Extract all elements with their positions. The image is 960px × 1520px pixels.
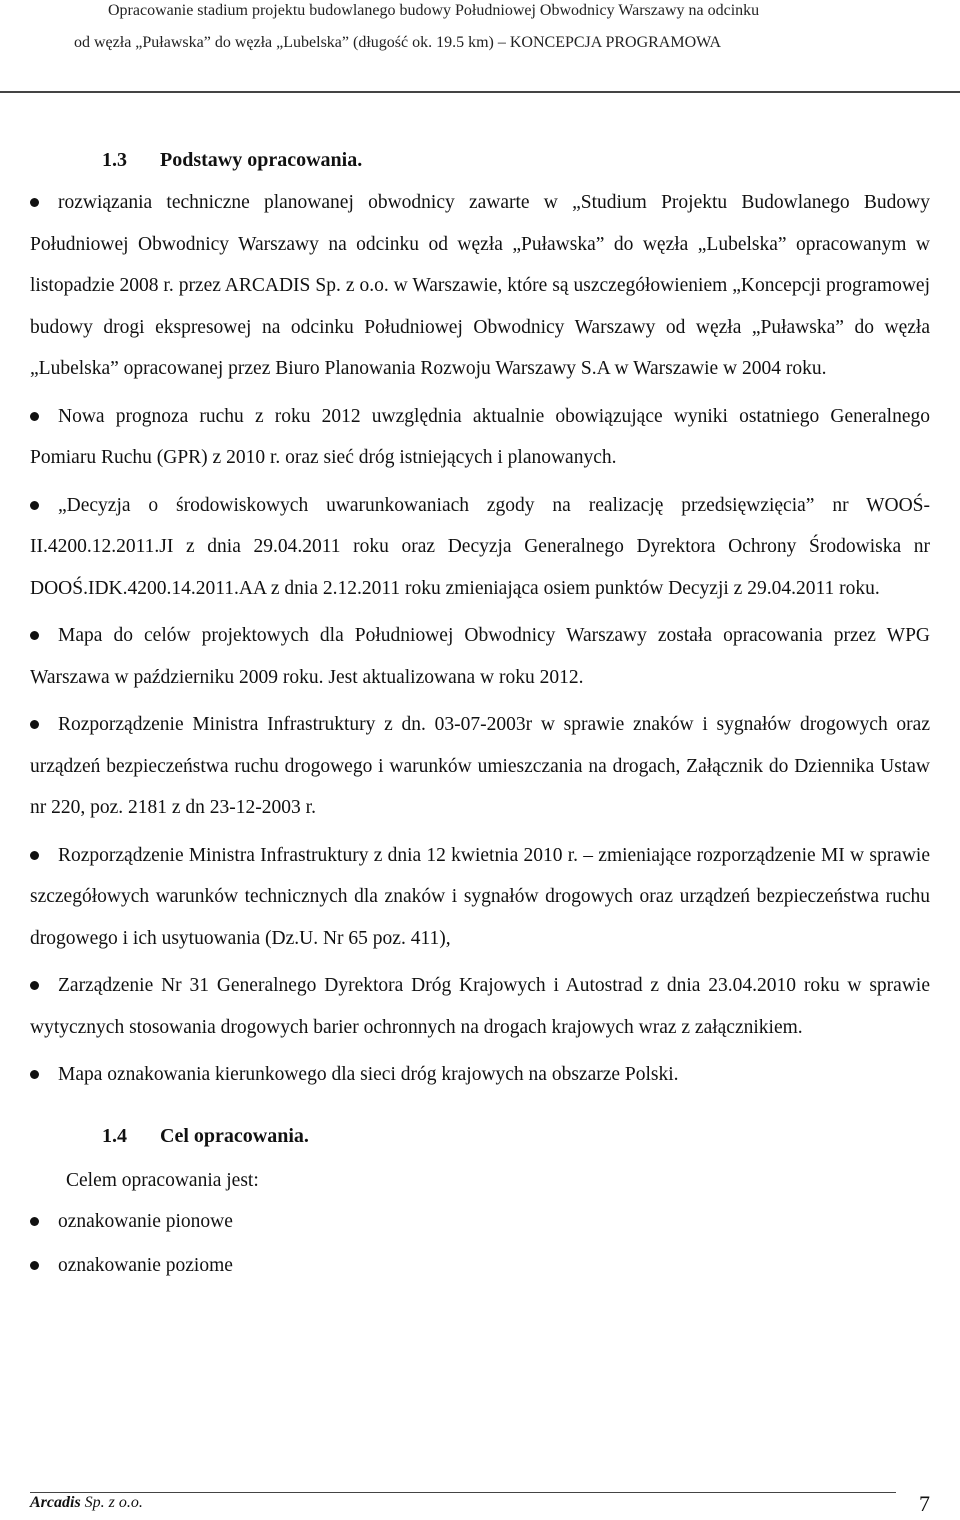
document-body <box>30 138 930 1288</box>
bullet-icon <box>30 981 39 990</box>
list-item-text: Nowa prognoza ruchu z roku 2012 uwzględnia aktualnie obowiązujące wyniki ostatniego Generalnego Pomiaru Ruchu (GPR) z 2010 r. oraz sieć dróg istniejących i planowanych. <box>30 405 930 468</box>
list-item <box>30 396 930 479</box>
header-title-line-2: od węzła „Puławska” do węzła „Lubelska” (długość ok. 19.5 km) – KONCEPCJA PROGRAMOWA <box>74 34 722 51</box>
bullet-icon <box>30 501 39 510</box>
bullet-icon <box>30 1070 39 1079</box>
footer-company <box>30 1494 143 1512</box>
list-item-text: oznakowanie poziome <box>58 1254 233 1276</box>
list-item <box>30 1245 930 1287</box>
bullet-icon <box>30 631 39 640</box>
page-footer <box>30 1480 930 1516</box>
list-item-text: Rozporządzenie Ministra Infrastruktury z dnia 12 kwietnia 2010 r. – zmieniające rozporządzenie MI w sprawie szczegółowych warunków technicznych dla znaków i sygnałów drogowych oraz urządzeń bezpieczeństwa ruchu drogowego i ich usytuowania (Dz.U. Nr 65 poz. 411), <box>30 844 930 949</box>
list-item-text: Mapa do celów projektowych dla Południowej Obwodnicy Warszawy została opracowania przez WPG Warszawa w październiku 2009 roku. Jest aktualizowana w roku 2012. <box>30 625 930 688</box>
list-item-text: Rozporządzenie Ministra Infrastruktury z dn. 03-07-2003r w sprawie znaków i sygnałów drogowych oraz urządzeń bezpieczeństwa ruchu drogowego i warunków umieszczania na drogach, Załącznik do Dziennika Ustaw nr 220, poz. 2181 z dn 23-12-2003 r. <box>30 714 930 818</box>
header-title-line-1: Opracowanie stadium projektu budowlanego budowy Południowej Obwodnicy Warszawy na odcinku <box>108 2 760 19</box>
list-item-text: Zarządzenie Nr 31 Generalnego Dyrektora Dróg Krajowych i Autostrad z dnia 23.04.2010 roku w sprawie wytycznych stosowania drogowych barier ochronnych na drogach krajowych wraz z załącznikiem. <box>30 975 930 1038</box>
basis-list <box>30 182 930 1096</box>
goal-list <box>30 1201 930 1286</box>
list-item <box>30 704 930 829</box>
list-item <box>30 835 930 960</box>
section-heading-1-3 <box>30 138 930 182</box>
bullet-icon <box>30 720 39 729</box>
company-name: Arcadis <box>30 1494 81 1511</box>
list-item <box>30 615 930 698</box>
footer-divider <box>30 1492 896 1493</box>
section-title: Cel opracowania. <box>160 1124 309 1147</box>
page-header <box>0 0 960 93</box>
bullet-icon <box>30 412 39 421</box>
list-item <box>30 1201 930 1243</box>
list-item-text: rozwiązania techniczne planowanej obwodnicy zawarte w „Studium Projektu Budowlanego Budowy Południowej Obwodnicy Warszawy na odcinku od węzła „Puławska” do węzła „Lubelska” opracowanym w listopadzie 2008 r. przez ARCADIS Sp. z o.o. w Warszawie, które są uszczegółowieniem „Koncepcji programowej budowy drogi ekspresowej na odcinku Południowej Obwodnicy Warszawy od węzła „Puławska” do węzła „Lubelska” opracowanej przez Biuro Planowania Rozwoju Warszawy S.A w Warszawie w 2004 roku. <box>30 192 930 379</box>
list-item <box>30 485 930 610</box>
header-divider <box>0 91 960 93</box>
section-title: Podstawy opracowania. <box>160 149 363 171</box>
bullet-icon <box>30 1217 39 1226</box>
section-intro: Celem opracowania jest: <box>66 1169 259 1191</box>
list-item <box>30 1054 930 1096</box>
page-number: 7 <box>919 1491 930 1516</box>
list-item-text: Mapa oznakowania kierunkowego dla sieci dróg krajowych na obszarze Polski. <box>58 1064 679 1085</box>
list-item <box>30 965 930 1048</box>
section-number: 1.4 <box>102 1124 127 1147</box>
bullet-icon <box>30 851 39 860</box>
list-item-text: „Decyzja o środowiskowych uwarunkowaniach zgody na realizację przedsięwzięcia” nr WOOŚ-II.4200.12.2011.JI z dnia 29.04.2011 roku oraz Decyzja Generalnego Dyrektora Ochrony Środowiska nr DOOŚ.IDK.4200.14.2011.AA z dnia 2.12.2011 roku zmieniająca osiem punktów Decyzji z 29.04.2011 roku. <box>30 494 930 599</box>
bullet-icon <box>30 198 39 207</box>
bullet-icon <box>30 1261 39 1270</box>
section-number: 1.3 <box>102 149 127 171</box>
list-item <box>30 182 930 390</box>
section-heading-1-4 <box>30 1114 930 1158</box>
company-suffix: Sp. z o.o. <box>80 1494 143 1511</box>
list-item-text: oznakowanie pionowe <box>58 1211 233 1232</box>
